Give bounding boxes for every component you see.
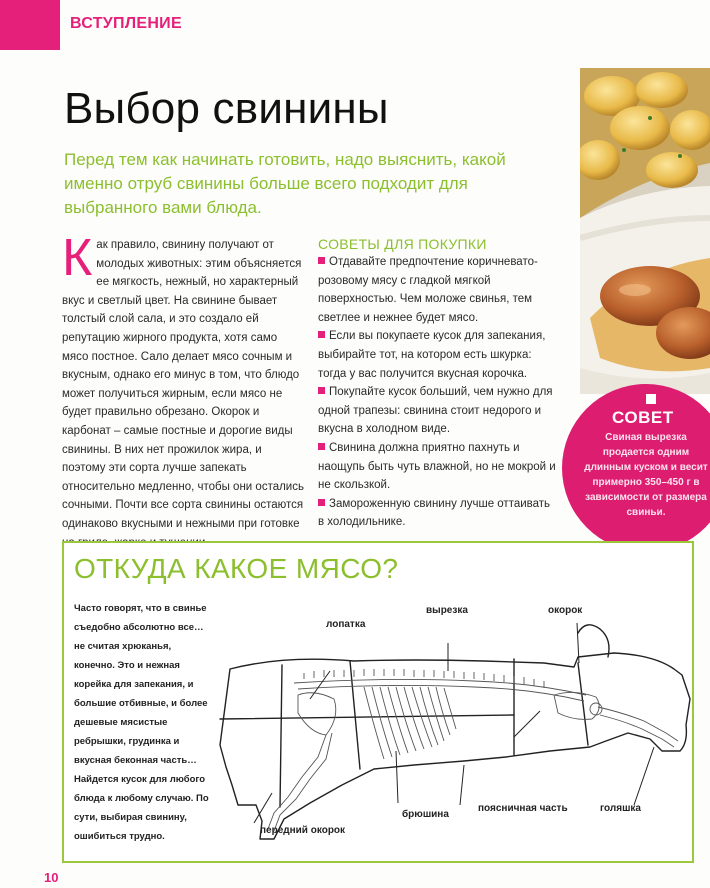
advice-title: СОВЕТ — [612, 408, 674, 427]
tip-item — [318, 253, 558, 327]
tip-text: Покупайте кусок больший, чем нужно для одной трапезы: свинина стоит недорого и вкусна в холодном виде. — [318, 386, 553, 436]
meat-cuts-panel — [62, 541, 694, 863]
advice-callout — [562, 384, 710, 552]
label-belly: брюшина — [402, 809, 449, 820]
label-ham: окорок — [548, 605, 583, 616]
section-tag: ВСТУПЛЕНИЕ — [70, 15, 182, 32]
page-number: 10 — [44, 870, 59, 885]
lead-paragraph: Перед тем как начинать готовить, надо выяснить, какой именно отруб свинины больше всего подходит для выбранного вами блюда. — [64, 150, 506, 217]
label-hock: голяшка — [600, 803, 641, 814]
tip-item — [318, 327, 558, 383]
tip-item — [318, 383, 558, 439]
bullet-square-icon — [318, 443, 325, 450]
tip-text: Отдавайте предпочтение коричневато-розовому мясу с гладкой мягкой поверхностью. Чем моложе свинья, тем светлее и нежнее будет мясо. — [318, 256, 538, 324]
tip-text: Замороженную свинину лучше оттаивать в холодильнике. — [318, 497, 551, 529]
bullet-square-icon — [318, 499, 325, 506]
label-lumbar: поясничная часть — [478, 803, 568, 814]
tip-text: Свинина должна приятно пахнуть и наощупь быть чуть влажной, но не мокрой и не скользкой. — [318, 441, 556, 492]
page-title: Выбор свинины — [64, 84, 389, 133]
bullet-square-icon — [318, 387, 325, 394]
meat-cuts-text: Часто говорят, что в свинье съедобно абсолютно все… не считая хрюканья, конечно. Это и нежная корейка для запекания, и большие отбивные, и более дешевые мясистые ребрышки, грудинка и вкусная беконная часть… Найдется кусок для любого блюда к любому случаю. По сути, выбирая свинину, ошибиться трудно. — [74, 603, 209, 842]
label-shoulder: лопатка — [326, 619, 366, 630]
tip-item — [318, 495, 558, 532]
intro-text: ак правило, свинину получают от молодых животных: этим объясняется ее мягкость, нежный, но характерный вкус и светлый цвет. На свинине бывает толстый слой сала, и это создало ей репутацию жирного продукта, хотя само мясо постное. Сало делает мясо сочным и вкусным, однако его минус в том, что блюдо может получиться жирным, если мясо не будет правильно обрезано. Окорок и карбонат – самые постные и дорогие виды свинины. В них нет прожилок жира, и поэтому эти сорта лучше запекать относительно медленно, чтобы они остались сочными. Почти все сорта свинины остаются одинаково вкусными и нежными при готовке — [62, 239, 304, 530]
tip-item — [318, 439, 558, 495]
label-loin: вырезка — [426, 605, 468, 616]
bullet-square-icon — [318, 331, 325, 338]
intro-column — [62, 229, 304, 552]
advice-text: Свиная вырезка продается одним длинным куском и весит примерно 350–450 г в зависимости от размера свиньи. — [584, 432, 708, 518]
advice-square-icon — [646, 394, 656, 404]
meat-cuts-title: ОТКУДА КАКОЕ МЯСО? — [74, 553, 399, 584]
label-foreleg: передний окорок — [260, 825, 346, 836]
tips-heading: СОВЕТЫ ДЛЯ ПОКУПКИ — [318, 236, 487, 252]
drop-cap: К — [62, 229, 93, 287]
section-color-bar — [0, 0, 60, 50]
food-photo — [580, 68, 710, 394]
pig-cuts-diagram — [214, 617, 694, 857]
tip-text: Если вы покупаете кусок для запекания, выбирайте тот, на котором есть шкурка: тогда у вас получится вкусная корочка. — [318, 330, 546, 380]
bullet-square-icon — [318, 257, 325, 264]
buying-tips — [318, 236, 558, 532]
